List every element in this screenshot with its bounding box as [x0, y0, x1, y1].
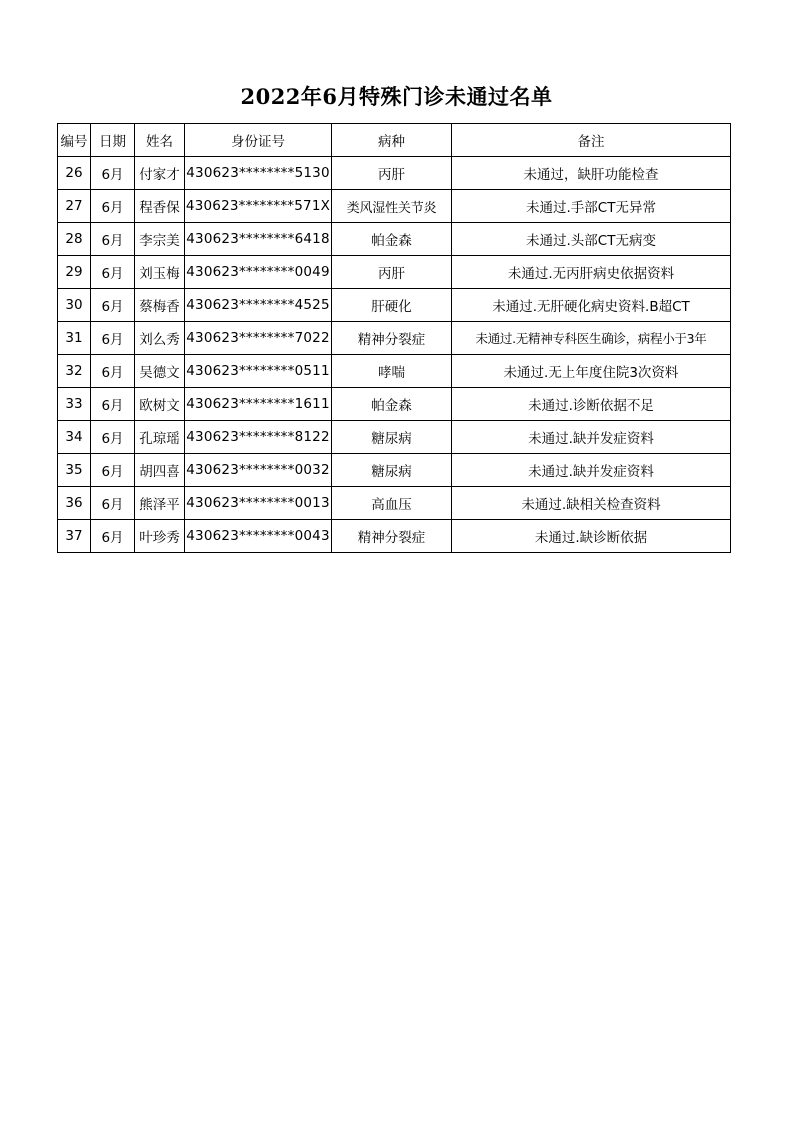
- table-row: [58, 190, 731, 223]
- cell-id-number: 430623********571X: [185, 190, 332, 223]
- table-row: [58, 223, 731, 256]
- cell-disease: 精神分裂症: [332, 520, 452, 553]
- cell-id-number: 430623********5130: [185, 157, 332, 190]
- cell-name: 程香保: [135, 190, 185, 223]
- cell-name: 刘玉梅: [135, 256, 185, 289]
- failed-list-table: [57, 123, 731, 553]
- header-id-number: 身份证号: [185, 124, 332, 157]
- cell-no: 26: [58, 157, 91, 190]
- cell-disease: 帕金森: [332, 388, 452, 421]
- cell-name: 蔡梅香: [135, 289, 185, 322]
- cell-remark: 未通过.缺诊断依据: [452, 520, 731, 553]
- table-row: [58, 256, 731, 289]
- table-row: [58, 388, 731, 421]
- cell-date: 6月: [91, 487, 135, 520]
- cell-disease: 丙肝: [332, 157, 452, 190]
- cell-id-number: 430623********4525: [185, 289, 332, 322]
- table-row: [58, 355, 731, 388]
- cell-disease: 肝硬化: [332, 289, 452, 322]
- table-row: [58, 454, 731, 487]
- cell-remark: 未通过.诊断依据不足: [452, 388, 731, 421]
- cell-date: 6月: [91, 322, 135, 355]
- cell-id-number: 430623********0013: [185, 487, 332, 520]
- cell-disease: 丙肝: [332, 256, 452, 289]
- cell-no: 36: [58, 487, 91, 520]
- cell-disease: 精神分裂症: [332, 322, 452, 355]
- cell-remark: 未通过.手部CT无异常: [452, 190, 731, 223]
- cell-date: 6月: [91, 289, 135, 322]
- cell-no: 29: [58, 256, 91, 289]
- cell-date: 6月: [91, 157, 135, 190]
- cell-id-number: 430623********1611: [185, 388, 332, 421]
- cell-date: 6月: [91, 223, 135, 256]
- cell-disease: 高血压: [332, 487, 452, 520]
- header-no: 编号: [58, 124, 91, 157]
- cell-date: 6月: [91, 520, 135, 553]
- cell-id-number: 430623********0511: [185, 355, 332, 388]
- table-row: [58, 487, 731, 520]
- cell-name: 付家才: [135, 157, 185, 190]
- cell-no: 31: [58, 322, 91, 355]
- header-remark: 备注: [452, 124, 731, 157]
- cell-no: 30: [58, 289, 91, 322]
- cell-remark: 未通过，缺肝功能检查: [452, 157, 731, 190]
- table-header-row: [58, 124, 731, 157]
- cell-remark: 未通过.缺并发症资料: [452, 454, 731, 487]
- cell-remark: 未通过.头部CT无病变: [452, 223, 731, 256]
- cell-no: 34: [58, 421, 91, 454]
- cell-no: 28: [58, 223, 91, 256]
- cell-disease: 糖尿病: [332, 454, 452, 487]
- cell-date: 6月: [91, 256, 135, 289]
- cell-no: 32: [58, 355, 91, 388]
- cell-date: 6月: [91, 388, 135, 421]
- table-row: [58, 421, 731, 454]
- cell-no: 33: [58, 388, 91, 421]
- cell-name: 刘么秀: [135, 322, 185, 355]
- cell-date: 6月: [91, 190, 135, 223]
- cell-id-number: 430623********0032: [185, 454, 332, 487]
- cell-name: 吴德文: [135, 355, 185, 388]
- cell-disease: 类风湿性关节炎: [332, 190, 452, 223]
- table-row: [58, 289, 731, 322]
- cell-id-number: 430623********0043: [185, 520, 332, 553]
- cell-name: 孔琼瑶: [135, 421, 185, 454]
- cell-name: 叶珍秀: [135, 520, 185, 553]
- cell-remark: 未通过.无肝硬化病史资料.B超CT: [452, 289, 731, 322]
- cell-id-number: 430623********6418: [185, 223, 332, 256]
- cell-name: 胡四喜: [135, 454, 185, 487]
- cell-no: 37: [58, 520, 91, 553]
- cell-date: 6月: [91, 454, 135, 487]
- cell-disease: 帕金森: [332, 223, 452, 256]
- cell-no: 35: [58, 454, 91, 487]
- cell-remark: 未通过.缺并发症资料: [452, 421, 731, 454]
- cell-remark: 未通过.无上年度住院3次资料: [452, 355, 731, 388]
- cell-id-number: 430623********7022: [185, 322, 332, 355]
- table-row: [58, 520, 731, 553]
- cell-no: 27: [58, 190, 91, 223]
- cell-remark: 未通过.缺相关检查资料: [452, 487, 731, 520]
- cell-name: 李宗美: [135, 223, 185, 256]
- table-row: [58, 157, 731, 190]
- header-date: 日期: [91, 124, 135, 157]
- page-title: 2022年6月特殊门诊未通过名单: [240, 84, 553, 109]
- cell-disease: 糖尿病: [332, 421, 452, 454]
- cell-remark: 未通过.无丙肝病史依据资料: [452, 256, 731, 289]
- table-row: [58, 322, 731, 355]
- cell-disease: 哮喘: [332, 355, 452, 388]
- cell-date: 6月: [91, 355, 135, 388]
- cell-remark: 未通过.无精神专科医生确诊，病程小于3年: [452, 322, 731, 355]
- header-disease: 病种: [332, 124, 452, 157]
- cell-id-number: 430623********0049: [185, 256, 332, 289]
- cell-id-number: 430623********8122: [185, 421, 332, 454]
- header-name: 姓名: [135, 124, 185, 157]
- cell-date: 6月: [91, 421, 135, 454]
- cell-name: 熊泽平: [135, 487, 185, 520]
- cell-name: 欧树文: [135, 388, 185, 421]
